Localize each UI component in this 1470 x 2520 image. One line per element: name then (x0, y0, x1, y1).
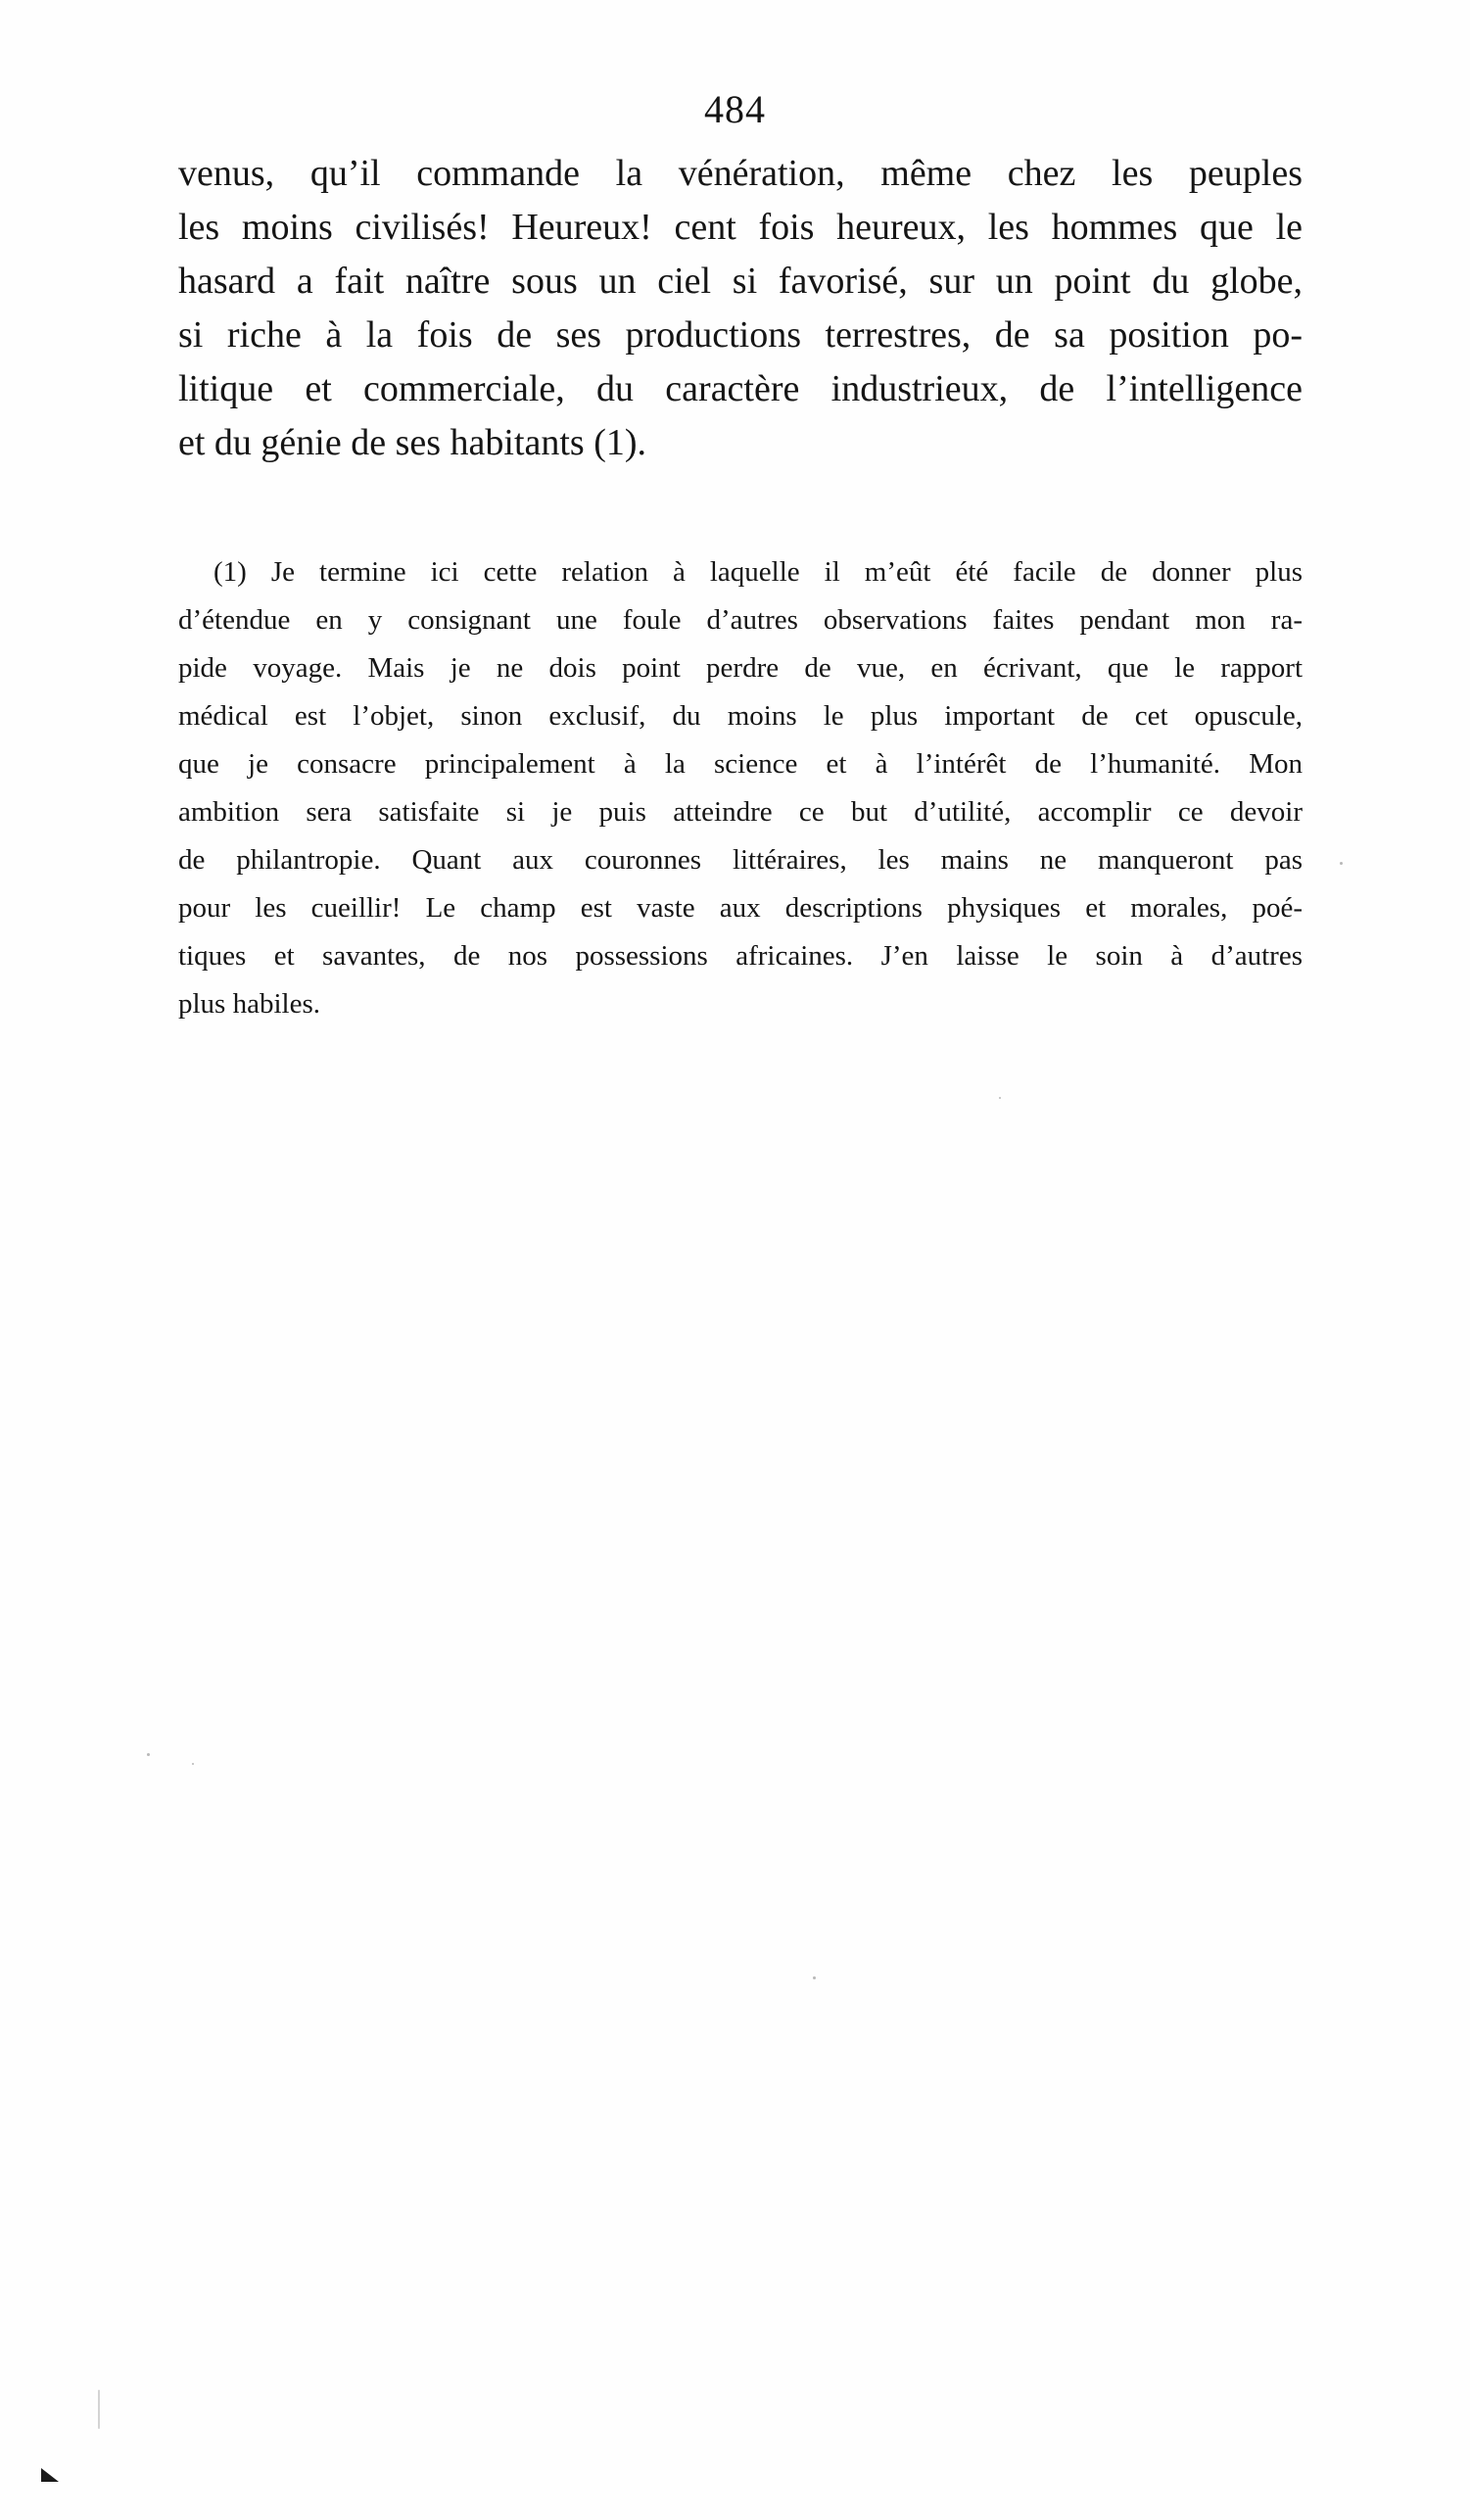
footnote-line: tiques et savantes, de nos possessions africaines. J’en laisse le soin à d’autres (178, 940, 1303, 972)
page-number: 484 (704, 87, 766, 131)
footnote-line: (1) Je termine ici cette relation à laquelle il m’eût été facile de donner plus (213, 556, 1303, 588)
paragraph-line: venus, qu’il commande la vénération, même chez les peuples (178, 153, 1303, 194)
footnote-line: d’étendue en y consignant une foule d’autres observations faites pendant mon ra- (178, 604, 1303, 636)
footnote-line: de philantropie. Quant aux couronnes littéraires, les mains ne manqueront pas (178, 844, 1303, 876)
scan-speck (147, 1753, 150, 1756)
footnote-line: médical est l’objet, sinon exclusif, du moins le plus important de cet opuscule, (178, 700, 1303, 732)
footnote-line: plus habiles. (178, 988, 320, 1020)
footnote-line: ambition sera satisfaite si je puis atteindre ce but d’utilité, accomplir ce devoir (178, 796, 1303, 828)
footnote-line: que je consacre principalement à la science et à l’intérêt de l’humanité. Mon (178, 748, 1303, 780)
scan-speck (999, 1097, 1001, 1099)
scan-speck (192, 1763, 194, 1765)
scan-speck (1340, 862, 1343, 865)
paragraph-line: litique et commerciale, du caractère industrieux, de l’intelligence (178, 368, 1303, 409)
paragraph-line: hasard a fait naître sous un ciel si favorisé, sur un point du globe, (178, 261, 1303, 302)
footnote-line: pour les cueillir! Le champ est vaste aux descriptions physiques et morales, poé- (178, 892, 1303, 924)
paragraph-line: et du génie de ses habitants (1). (178, 422, 647, 463)
paragraph-line: si riche à la fois de ses productions terrestres, de sa position po- (178, 314, 1303, 356)
main-paragraph (178, 147, 1303, 470)
scan-speck (813, 1976, 816, 1979)
scan-edge-mark (41, 2468, 59, 2482)
paragraph-line: les moins civilisés! Heureux! cent fois heureux, les hommes que le (178, 207, 1303, 248)
footnote-line: pide voyage. Mais je ne dois point perdre de vue, en écrivant, que le rapport (178, 652, 1303, 684)
scan-speck (98, 2390, 100, 2429)
footnote (178, 548, 1303, 1028)
